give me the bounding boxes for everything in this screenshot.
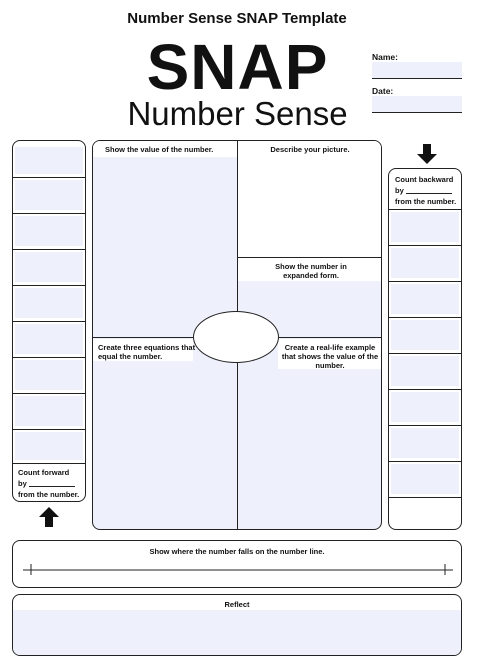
count-backward-cell[interactable]: [389, 209, 461, 246]
arrow-down-icon: [416, 143, 438, 165]
from-number-label: from the number.: [395, 197, 457, 206]
three-equations-label: Create three equations that equal the number.: [98, 343, 196, 361]
page-title: Number Sense SNAP Template: [127, 10, 347, 27]
count-forward-cell[interactable]: [13, 429, 85, 464]
from-number-label: from the number.: [18, 490, 80, 499]
count-forward-cell[interactable]: [13, 393, 85, 430]
number-sense-subheading: Number Sense: [127, 95, 348, 132]
count-forward-cell[interactable]: [13, 285, 85, 322]
arrow-up-icon: [38, 506, 60, 528]
number-line[interactable]: [23, 559, 453, 581]
count-backward-cell[interactable]: [389, 317, 461, 354]
count-backward-label: Count backward: [395, 175, 454, 184]
count-forward-cell[interactable]: [13, 357, 85, 394]
date-field[interactable]: [372, 96, 462, 113]
show-value-area[interactable]: [93, 157, 237, 337]
reflect-label: Reflect: [224, 600, 250, 609]
count-backward-cell[interactable]: [389, 425, 461, 462]
reflect-area[interactable]: [13, 610, 461, 656]
count-forward-step-field[interactable]: [29, 479, 75, 487]
count-backward-cell[interactable]: [389, 497, 461, 529]
by-label: by: [395, 186, 404, 195]
count-forward-cell[interactable]: [13, 177, 85, 214]
count-backward-cell[interactable]: [389, 353, 461, 390]
count-backward-column: [388, 168, 462, 530]
count-forward-cell[interactable]: [13, 249, 85, 286]
real-life-example-area[interactable]: [238, 369, 382, 530]
three-equations-area[interactable]: [93, 361, 237, 530]
show-value-label: Show the value of the number.: [105, 145, 214, 154]
describe-picture-label: Describe your picture.: [270, 145, 350, 154]
count-backward-cell[interactable]: [389, 389, 461, 426]
count-backward-cell[interactable]: [389, 461, 461, 498]
count-forward-cell[interactable]: [13, 213, 85, 250]
count-forward-by: [18, 479, 75, 488]
name-field[interactable]: [372, 62, 462, 79]
date-label: Date:: [372, 86, 394, 96]
by-label: by: [18, 479, 27, 488]
count-forward-column: [12, 140, 86, 502]
reflect-section: [12, 594, 462, 656]
count-forward-cell[interactable]: [13, 321, 85, 358]
number-line-section: [12, 540, 462, 588]
count-forward-label: Count forward: [18, 468, 70, 477]
describe-picture-area[interactable]: [238, 157, 382, 257]
number-line-label: Show where the number falls on the number line.: [149, 547, 325, 556]
expanded-form-label: Show the number in expanded form.: [275, 262, 347, 280]
name-label: Name:: [372, 52, 398, 62]
number-oval[interactable]: [193, 311, 279, 363]
count-backward-cell[interactable]: [389, 281, 461, 318]
count-backward-cell[interactable]: [389, 245, 461, 282]
real-life-example-label: Create a real-life example that shows the value of the number.: [281, 343, 379, 370]
count-forward-cell[interactable]: [13, 141, 85, 178]
snap-heading: SNAP: [146, 31, 329, 103]
